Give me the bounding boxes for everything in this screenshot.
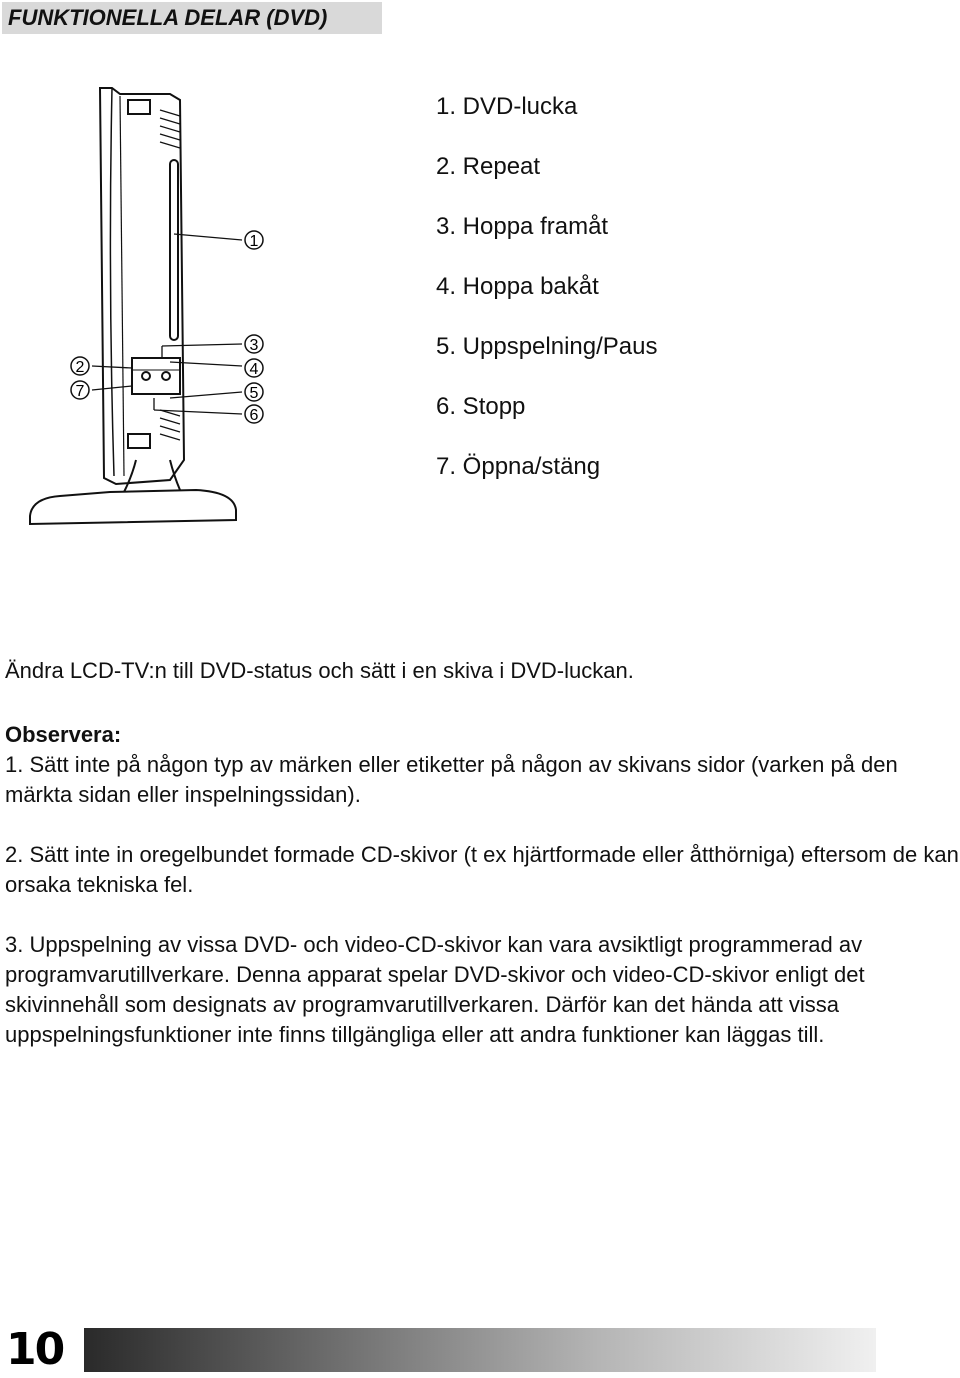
callout-2 [71, 357, 89, 376]
parts-item: 6. Stopp [436, 393, 526, 420]
svg-text:6: 6 [249, 407, 259, 424]
section-title: FUNKTIONELLA DELAR (DVD) [2, 2, 382, 34]
svg-text:2: 2 [75, 359, 85, 376]
parts-item: 7. Öppna/stäng [436, 453, 601, 480]
note-item: 3. Uppspelning av vissa DVD- och video-CD-skivor kan vara avsiktligt programmerad av programvarutillverkare. Denna apparat spelar DVD-skivor och video-CD-skivor enligt det skivinnehåll som designats av programvarutillverkaren. Därför kan det hända att vissa uppspelningsfunktioner inte finns tillgängliga eller att andra funktioner kan läggas till. [5, 932, 865, 1047]
callout-3 [245, 335, 263, 354]
intro-text: Ändra LCD-TV:n till DVD-status och sätt i en skiva i DVD-luckan. [5, 658, 634, 683]
note-item: 2. Sätt inte in oregelbundet formade CD-skivor (t ex hjärtformade eller åtthörniga) eftersom de kan orsaka tekniska fel. [5, 842, 959, 897]
page-number: 10 [6, 1324, 64, 1375]
svg-text:4: 4 [249, 361, 259, 378]
footer-gradient-bar [84, 1328, 876, 1372]
svg-text:1: 1 [249, 233, 259, 250]
parts-item: 2. Repeat [436, 153, 541, 180]
notes-section [5, 720, 960, 1080]
tv-side-diagram [20, 80, 280, 530]
stand-base [30, 490, 236, 524]
callout-1 [245, 231, 263, 250]
svg-text:5: 5 [249, 385, 259, 402]
note-item: 1. Sätt inte på någon typ av märken eller etiketter på någon av skivans sidor (varken på den märkta sidan eller inspelningssidan). [5, 752, 898, 807]
callout-6 [245, 405, 263, 424]
page-footer [0, 1318, 960, 1378]
notes-label: Observera: [5, 722, 122, 747]
callout-5 [245, 383, 263, 402]
svg-text:3: 3 [249, 337, 259, 354]
parts-item: 1. DVD-lucka [436, 93, 578, 120]
parts-list [436, 88, 657, 508]
control-buttons [132, 358, 180, 394]
callout-7 [71, 381, 89, 400]
dvd-slot [170, 160, 178, 340]
parts-item: 4. Hoppa bakåt [436, 273, 599, 300]
parts-item: 5. Uppspelning/Paus [436, 333, 658, 360]
callout-4 [245, 359, 263, 378]
parts-item: 3. Hoppa framåt [436, 213, 609, 240]
svg-text:7: 7 [75, 383, 85, 400]
